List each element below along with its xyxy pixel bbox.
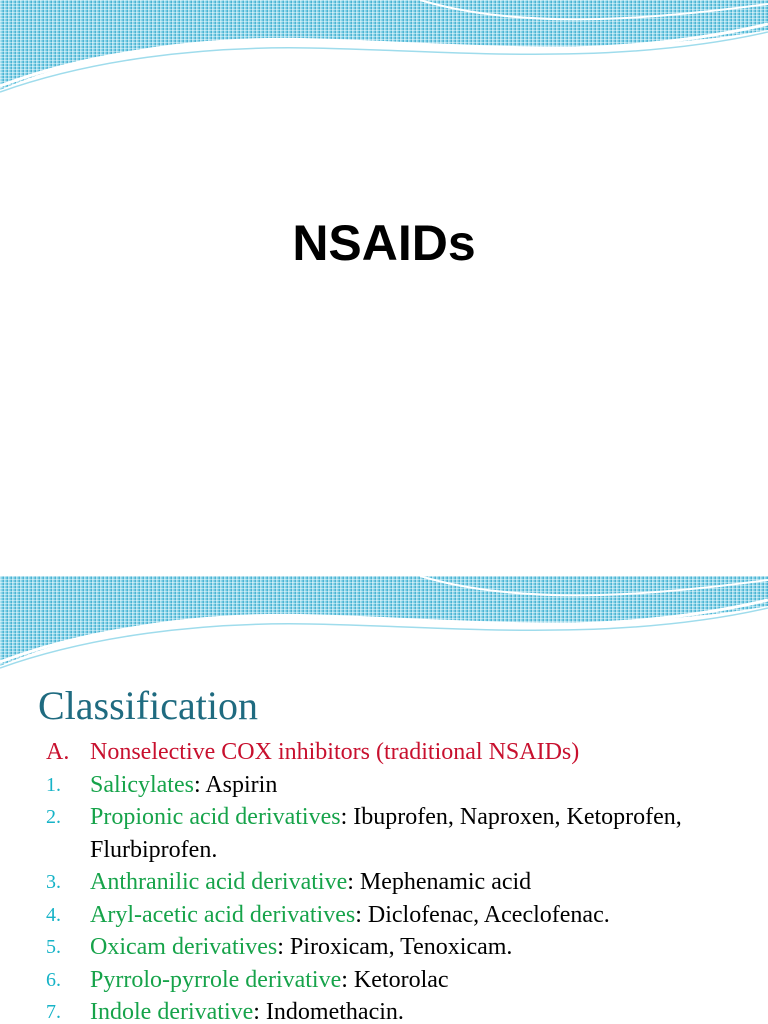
list-item xyxy=(46,801,761,866)
list-item xyxy=(46,866,761,899)
heading-marker: A. xyxy=(46,739,70,765)
drug-examples: : Ibuprofen, Naproxen, Ketoprofen, Flurbiprofen. xyxy=(90,804,682,863)
drug-class: Salicylates xyxy=(90,771,194,798)
page-title: NSAIDs xyxy=(292,215,476,271)
item-number: 3. xyxy=(46,871,61,893)
list-item xyxy=(46,931,761,964)
item-number: 6. xyxy=(46,968,61,991)
item-number: 7. xyxy=(46,1001,61,1023)
drug-class: Indole derivative xyxy=(90,999,254,1024)
wave-banner xyxy=(0,576,768,676)
list-heading xyxy=(46,736,761,769)
list-item xyxy=(46,996,761,1024)
wave-banner xyxy=(0,0,768,100)
drug-class: Pyrrolo-pyrrole derivative xyxy=(90,966,342,993)
classification-list xyxy=(46,736,761,1024)
drug-class: Oxicam derivatives xyxy=(90,934,278,960)
classification-slide xyxy=(0,576,768,1024)
drug-examples: : Aspirin xyxy=(193,771,278,798)
drug-class: Aryl-acetic acid derivatives xyxy=(90,901,356,928)
item-number: 5. xyxy=(46,936,61,958)
heading-text: Nonselective COX inhibitors (traditional NSAIDs) xyxy=(90,739,580,765)
drug-examples: : Indomethacin. xyxy=(253,999,404,1024)
drug-examples: : Diclofenac, Aceclofenac. xyxy=(355,901,610,928)
drug-examples: : Piroxicam, Tenoxicam. xyxy=(277,934,513,960)
item-number: 4. xyxy=(46,903,61,926)
section-title: Classification xyxy=(38,683,258,728)
list-item xyxy=(46,769,761,802)
item-number: 2. xyxy=(46,806,61,828)
list-item xyxy=(46,899,761,932)
drug-examples: : Ketorolac xyxy=(341,966,449,993)
drug-examples: : Mephenamic acid xyxy=(347,869,532,895)
drug-class: Propionic acid derivatives xyxy=(90,804,341,830)
drug-class: Anthranilic acid derivative xyxy=(90,869,348,895)
list-item xyxy=(46,964,761,997)
item-number: 1. xyxy=(46,773,61,796)
